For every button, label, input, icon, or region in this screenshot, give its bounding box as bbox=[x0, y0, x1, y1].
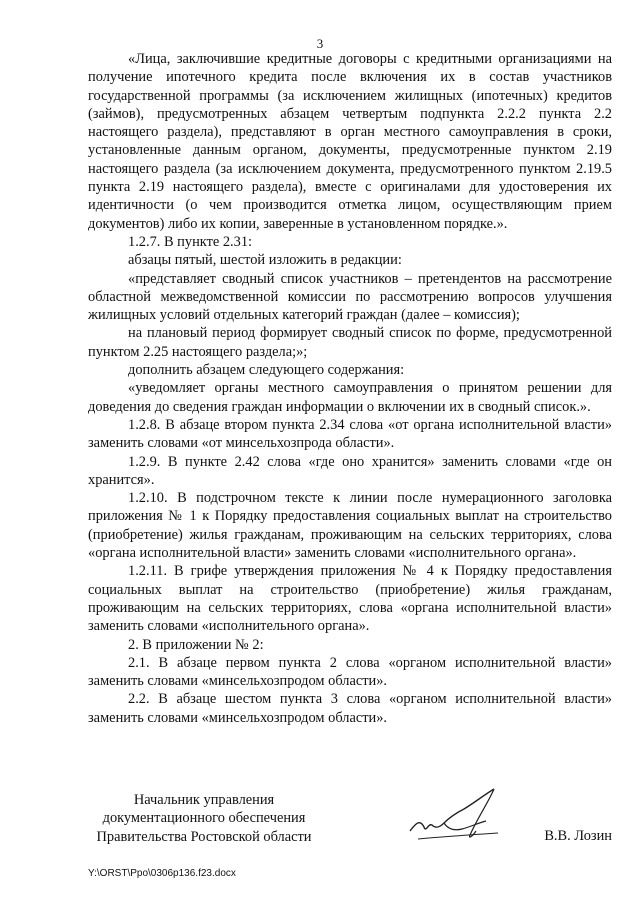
signer-position-line: Правительства Ростовской области bbox=[96, 828, 312, 845]
paragraph: 2.2. В абзаце шестом пункта 3 слова «органом исполнительной власти» заменить словами «минсельхозпродом области». bbox=[88, 691, 612, 726]
signer-position bbox=[88, 791, 320, 846]
paragraph: 1.2.10. В подстрочном тексте к линии после нумерационного заголовка приложения № 1 к Порядку предоставления социальных выплат на строительство (приобретение) жилья гражданам, проживающим на сельских территориях, слова «органа исполнительной власти» заменить словами «исполнительного органа». bbox=[88, 490, 612, 562]
handwritten-signature-icon bbox=[398, 783, 518, 853]
paragraph: дополнить абзацем следующего содержания: bbox=[128, 362, 405, 379]
signature-block bbox=[88, 791, 612, 851]
paragraph: 1.2.8. В абзаце втором пункта 2.34 слова «от органа исполнительной власти» заменить словами «от минсельхозпрода области». bbox=[88, 416, 612, 452]
paragraph: 1.2.11. В грифе утверждения приложения № 4 к Порядку предоставления социальных выплат на строительство (приобретение) жилья гражданам, проживающим на сельских территориях, слова «органа исполнительной власти» заменить словами «исполнительного органа». bbox=[88, 563, 612, 635]
paragraph: 1.2.9. В пункте 2.42 слова «где оно хранится» заменить словами «где он хранится». bbox=[88, 453, 612, 488]
paragraph: 2.1. В абзаце первом пункта 2 слова «органом исполнительной власти» заменить словами «минсельхозпродом области». bbox=[88, 654, 612, 690]
paragraph: «Лица, заключившие кредитные договоры с кредитными организациями на получение ипотечного кредита после включения их в состав участников государственной программы (за исключением жилищных (ипотечных) кредитов (займов), предусмотренных абзацем четвертым подпункта 2.2.2 пункта 2.2 настоящего раздела), представляют в орган местного самоуправления в сроки, установленные данным органом, документы, предусмотренные пунктом 2.19 настоящего раздела (за исключением документа, предусмотренного пунктом 2.19.5 пункта 2.19 настоящего раздела), вместе с оригиналами для удостоверения их идентичности (о чем производится отметка лицом, осуществляющим прием документов) либо их копии, заверенные в установленном порядке.». bbox=[88, 51, 612, 232]
paragraph: 1.2.7. В пункте 2.31: bbox=[128, 233, 253, 250]
signer-position-line: документационного обеспечения bbox=[102, 810, 306, 827]
page-number: 3 bbox=[316, 36, 324, 51]
document-body bbox=[88, 50, 612, 727]
paragraph: «уведомляет органы местного самоуправления о принятом решении для доведения до сведения граждан информации о включении их в сводный список.». bbox=[88, 380, 612, 415]
signer-name: В.В. Лозин bbox=[544, 828, 612, 844]
file-path-footer: Y:\ORST\Ppo\0306p136.f23.docx bbox=[88, 868, 236, 879]
paragraph: «представляет сводный список участников – претендентов на рассмотрение областной межведомственной комиссии по рассмотрению вопросов улучшения жилищных условий отдельных категорий граждан (далее – комиссия); bbox=[88, 270, 612, 324]
paragraph: 2. В приложении № 2: bbox=[128, 636, 264, 653]
paragraph: на плановый период формирует сводный список по форме, предусмотренной пунктом 2.25 настоящего раздела;»; bbox=[88, 325, 612, 360]
paragraph: абзацы пятый, шестой изложить в редакции: bbox=[128, 252, 402, 269]
signer-position-line: Начальник управления bbox=[133, 792, 275, 808]
